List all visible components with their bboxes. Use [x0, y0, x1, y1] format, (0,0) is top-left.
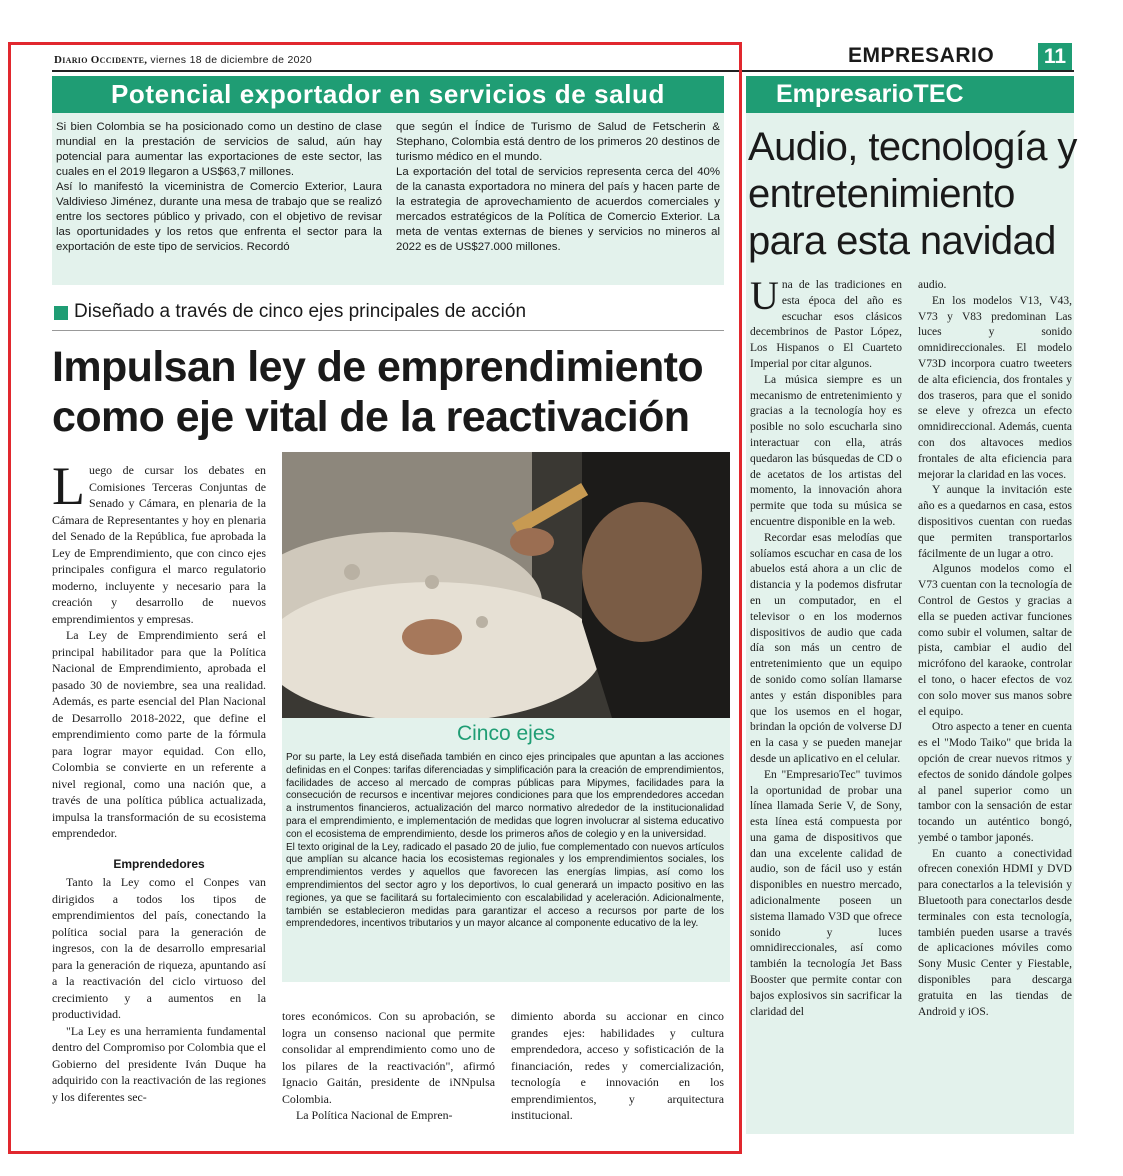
side-dropcap: U: [750, 273, 779, 318]
side-col1-p3: Recordar esas melodías que solíamos escuchar en casa de los abuelos está ahora a un clic de distancia y la podemos disfrutar en un computador, en el televisor o en los modernos dispositivos de audio que cada día son más un centro de entretenimiento que un equipo de sonido como solían llamarse antes y están disponibles para que los usemos en el hogar, brindan la opción de volverse DJ en la casa y se pueden manejar desde un aplicativo en el celular.: [750, 531, 902, 765]
side-headline: Audio, tecnología y entretenimiento para esta navidad: [748, 125, 1077, 263]
header-rule: [52, 70, 1074, 72]
side-col2-p4: Otro aspecto a tener en cuenta es el "Modo Taiko" que brida la opción de crear nuevos ritmos y efectos de sonido dándole golpes al panel superior como un tambor con la sensación de estar tocando un auténtico bongó, yembé o tambor japonés.: [918, 721, 1072, 844]
box-text: [286, 752, 724, 931]
main-col-3: [511, 1008, 724, 1124]
main-col1-p2: La Ley de Emprendimiento será el principal habilitador para que la Política Nacional de Emprendimiento, aprobada el pasado 30 de noviembre, sea una realidad. Además, es parte esencial del Plan Nacional de Desarrollo 2018-2022, que define el emprendimiento como parte de la fórmula para lograr mayor equidad. Con ello, Colombia se convierte en un referente a nivel regional, como una nación que, a través de una política pública actualizada, impulsa la transformación de su ecosistema emprendedor.: [52, 628, 266, 840]
side-col2-p2: Y aunque la invitación este año es a quedarnos en casa, estos dispositivos cuentan con ruedas que permiten transportarlos fácilmente de un lugar a otro.: [918, 484, 1072, 560]
issue-date: viernes 18 de diciembre de 2020: [150, 54, 313, 66]
side-col2-p3: Algunos modelos como el V73 cuentan con la tecnología de Control de Gestos y gracias a ella se pueden activar funciones como subir el volumen, saltar de pista, cambiar el audio del micrófono del karaoke, controlar el tono, o hacer efectos de voz con solo mover sus manos sobre el equipo.: [918, 563, 1072, 718]
kicker-rule: [52, 330, 724, 331]
side-col2-p0: audio.: [918, 279, 947, 291]
kicker-square: [54, 306, 68, 320]
main-col2-p1: tores económicos. Con su aprobación, se logra un consenso nacional que permite consolidar al emprendimiento como uno de los pilares de la reactivación", afirmó Ignacio Gaitán, presidente de iNNpulsa Colombia.: [282, 1009, 495, 1106]
top-article-title: Potencial exportador en servicios de salud: [52, 76, 724, 113]
main-col2-p2: La Política Nacional de Empren-: [296, 1108, 453, 1122]
main-col1-p1: uego de cursar los debates en Comisiones Terceras Conjuntas de Senado y Cámara, en plenaria de la Cámara de Representantes y hoy en plenaria del Senado de la República, fue aprobada la Ley de Emprendimiento, que con cinco ejes principales configura el marco regulatorio moderno, incluyente y necesario para la creación y desarrollo de nuevos emprendimientos y empresas.: [52, 463, 266, 626]
kicker: Diseñado a través de cinco ejes principales de acción: [74, 301, 527, 322]
side-col1-p1: na de las tradiciones en esta época del año es escuchar esos clásicos decembrinos de Pastor López, Los Hispanos o El Cuarteto Imperial por citar algunos.: [750, 279, 902, 370]
side-section-title: EmpresarioTEC: [746, 76, 1074, 113]
main-col-1: [52, 456, 266, 1105]
paper-name: Diario Occidente,: [54, 54, 148, 66]
main-headline: Impulsan ley de emprendimiento como eje vital de la reactivación: [52, 343, 704, 441]
photo-illustration: [282, 452, 730, 718]
main-col1-p4: "La Ley es una herramienta fundamental dentro del Compromiso por Colombia que el Gobierno del presidente Iván Duque ha adquirido con la reactivación de las regiones y los diferentes sec-: [52, 1023, 266, 1104]
side-col2-p5: En cuanto a conectividad ofrecen conexión HDMI y DVD para conectarlos a la televisión y Bluetooth para conectarlos desde terminales con esta tecnología, también pueden usarse a través de aplicaciones móviles como Sony Music Center y Fiestable, disponibles para descarga gratuita en las tiendas de Android y iOS.: [918, 847, 1072, 1018]
box-p1: Por su parte, la Ley está diseñada también en cinco ejes principales que apuntan a las acciones definidas en el Conpes: tarifas diferenciadas y simplificación para la creación de emprendimientos, facilidades de acceso al mercado de compras públicas para Mipymes, facilidades para la consecución de recursos e incentivar mejores condiciones para que los emprendedores accedan a instrumentos financieros, actualización del marco normativo alrededor de la institucionalidad para el emprendimiento, e implementación de medidas que logren involucrar al sistema educativo con el ecosistema de emprendimiento, desde los primeros años de colegio y en la universidad.: [286, 752, 724, 840]
side-col2-p1: En los modelos V13, V43, V73 y V83 predominan Las luces y sonido omnidireccionales. El modelo V73D incorpora cuatro tweeters de alta eficiencia, dos frontales y dos traseros, para que el sonido se eleve y ofrezca un efecto omnidireccional. Además, cuenta con dos altavoces medios frontales de alta eficiencia para mejorar la claridad en las voces.: [918, 294, 1072, 481]
side-col1-p4: En "EmpresarioTec" tuvimos la oportunidad de probar una línea llamada Serie V, de Sony, esta línea está compuesta por una gama de dispositivos que dan una excelente calidad de audio, son de fácil uso y están disponibles en nuestro mercado, adicionalmente poseen un sistema llamado V3D que ofrece sonido y luces omnidireccionales, así como también la tecnología Jet Bass Booster que permite contar con bajos explosivos sin sacrificar la claridad del: [750, 768, 902, 1018]
subhead: Emprendedores: [113, 856, 205, 871]
side-col-2: [918, 278, 1072, 1020]
main-col1-p3: Tanto la Ley como el Conpes van dirigidos a todos los tipos de emprendimientos del país, conectando la política social para la generación de ingresos, con la de desarrollo empresarial para la generación de riqueza, apuntando así a la reactivación del ciclo virtuoso del crecimiento y a aumentos en la productividad.: [52, 875, 266, 1021]
masthead: [54, 54, 312, 66]
top-article-right-col: que según el Índice de Turismo de Salud de Fetscherin & Stephano, Colombia está dentro de los primeros 20 destinos de turismo médico en el mundo. La exportación del total de servicios representa cerca del 40% de la canasta exportadora no minera del país y hacen parte de la estrategia de aprovechamiento de acuerdos comerciales y mercados estratégicos de la Política de Comercio Exterior. La meta de ventas externas de bienes y servicios no mineros al 2022 es de US$27.000 millones.: [396, 121, 720, 253]
article-photo: [282, 452, 730, 718]
side-col-1: [750, 273, 902, 1020]
page-number: 11: [1038, 43, 1072, 70]
top-article-left-col: Si bien Colombia se ha posicionado como un destino de clase mundial en la prestación de servicios de salud, aún hay potencial para aumentar las exportaciones de este sector, las cuales en el 2019 llegaron a US$63,7 millones. Así lo manifestó la viceministra de Comercio Exterior, Laura Valdivieso Jiménez, durante una mesa de trabajo que se realizó entre los sectores público y privado, con el objetivo de revisar las oportunidades y los retos que enfrenta el sector para la exportación de este tipo de servicios. Recordó: [56, 121, 382, 253]
main-col3-p1: dimiento aborda su accionar en cinco grandes ejes: habilidades y cultura emprendedora, acceso y sofisticación de la financiación, redes y comercialización, tecnología e innovación en los emprendimientos, y arquitectura institucional.: [511, 1009, 724, 1122]
box-p2: El texto original de la Ley, radicado el pasado 20 de julio, fue complementado con nuevos artículos que amplían su alcance hacia los ecosistemas regionales y los emprendimientos sociales, los emprendimientos verdes y aquellos que favorecen las energías limpias, así como los emprendimientos del sector agro y los deportivos, lo cual generará un impacto positivo en las regiones, ya que se facilitará su fortalecimiento con escalabilidad y aceleración. Adicionalmente, también se establecieron medidas para garantizar el acceso a recursos por parte de los emprendedores, incentivos tributarios y un mayor alcance al componente educativo de la ley.: [286, 841, 724, 930]
section-label: EMPRESARIO: [848, 44, 995, 67]
dropcap: L: [52, 456, 85, 516]
side-col1-p2: La música siempre es un mecanismo de entretenimiento y gracias a la tecnología hoy es posible no solo escucharla sino interactuar con ella, atrás quedaron las búsquedas de CD o de acetatos de los artistas del momento, la innovación ahora permite que toda su música se encuentre disponible en la web.: [750, 373, 902, 528]
main-col-2: [282, 1008, 495, 1124]
box-title: Cinco ejes: [456, 722, 556, 745]
